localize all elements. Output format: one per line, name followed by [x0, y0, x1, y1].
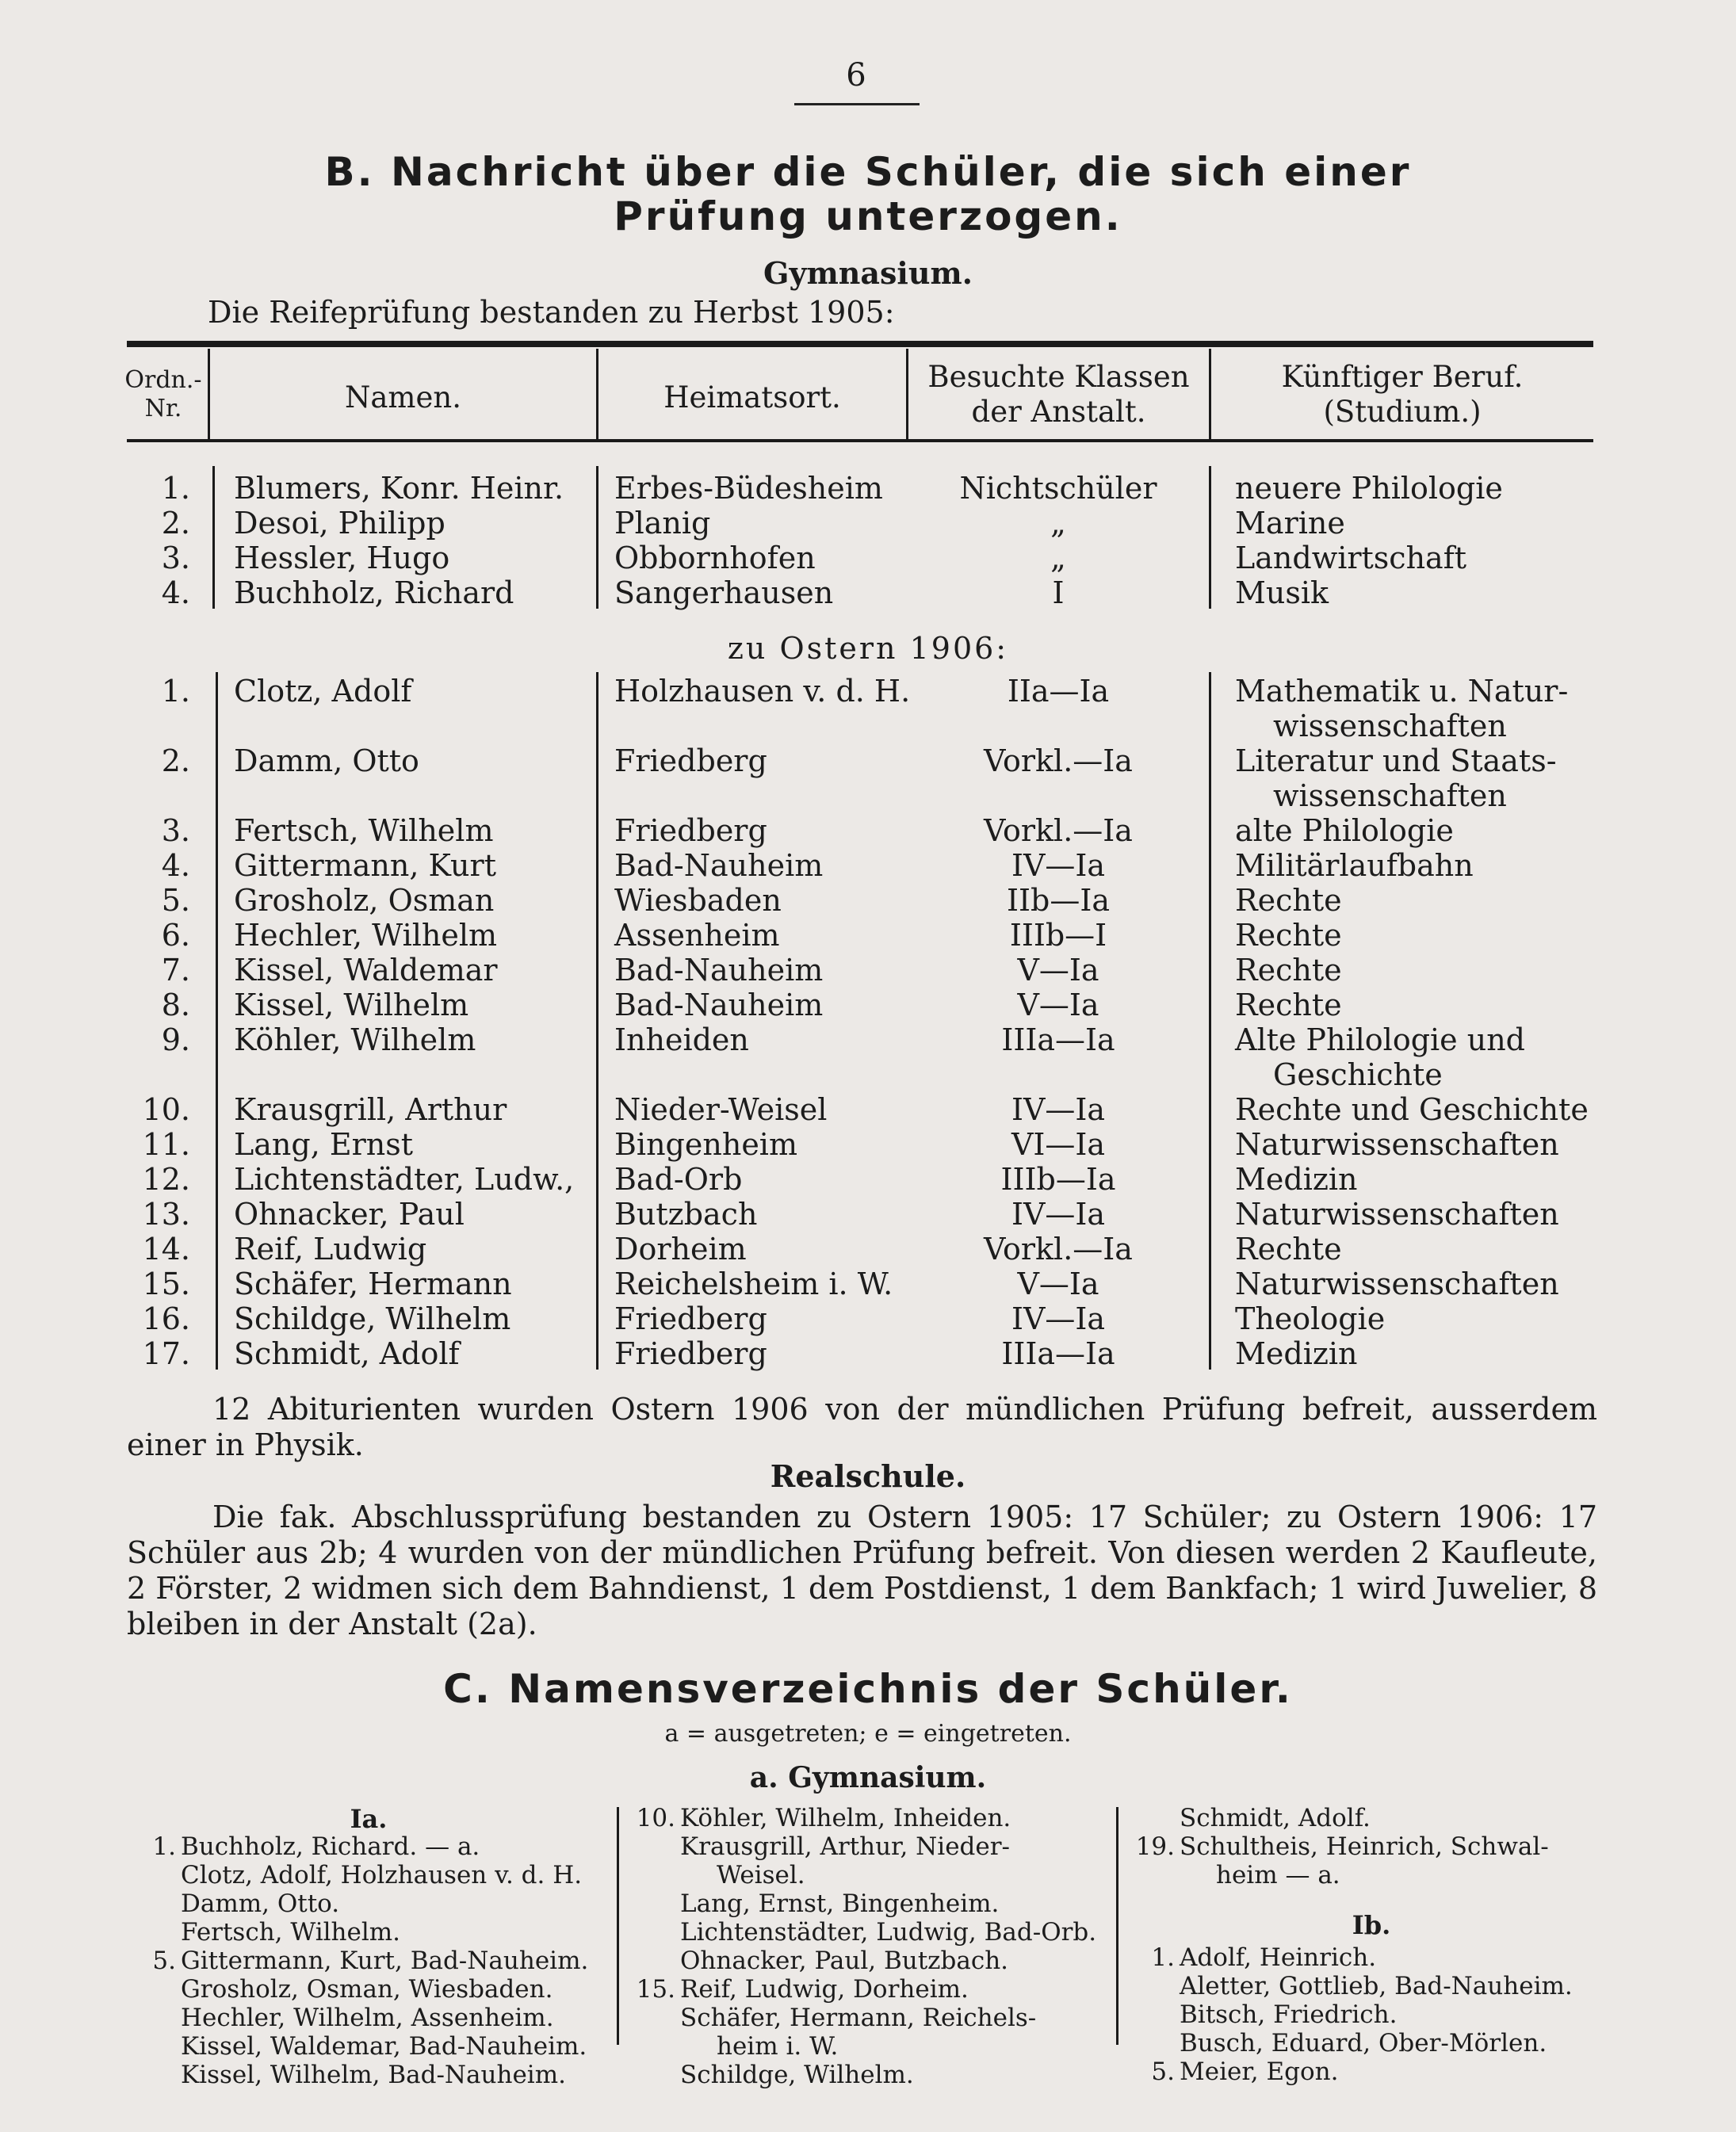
future-profession: Marine [1235, 506, 1345, 541]
classes-attended: Vorkl.—Ia [984, 1232, 1133, 1267]
hometown: Assenheim [614, 918, 780, 953]
future-profession: Naturwissenschaften [1235, 1127, 1559, 1162]
classes-attended: Vorkl.—Ia [984, 743, 1133, 778]
student-entry: Reif, Ludwig, Dorheim. [680, 1975, 969, 2004]
class-ib-heading: Ib. [1352, 1910, 1391, 1940]
student-entry: Busch, Eduard, Ober-Mörlen. [1180, 2029, 1547, 2057]
future-profession: Naturwissenschaften [1235, 1267, 1559, 1301]
col-header-beruf-line2: (Studium.) [1323, 395, 1482, 429]
student-entry: Damm, Otto. [181, 1889, 340, 1918]
col-header-ordn [119, 366, 208, 423]
student-entry: Schäfer, Hermann, Reichels- [680, 2004, 1037, 2032]
col-header-ordn-line2: Nr. [144, 395, 182, 422]
row-number: 1. [161, 674, 190, 709]
section-c-gymnasium-heading: a. Gymnasium. [749, 1761, 987, 1794]
column-divider [216, 672, 218, 1370]
page-number-rule [794, 103, 920, 105]
ostern-heading: zu Ostern 1906: [727, 631, 1009, 666]
abiturienten-note: 12 Abiturienten wurden Ostern 1906 von der mündlichen Prüfung befreit, ausserdem einer in Physik. [127, 1392, 1597, 1462]
future-profession: Rechte [1235, 918, 1342, 953]
col-header-heimatsort: Heimatsort. [663, 380, 841, 415]
col-header-klassen [908, 360, 1209, 430]
future-profession: Medizin [1235, 1336, 1358, 1371]
student-name: Köhler, Wilhelm [234, 1022, 476, 1057]
future-profession: Rechte [1235, 988, 1342, 1022]
future-profession: Naturwissenschaften [1235, 1197, 1559, 1232]
student-name: Blumers, Konr. Heinr. [234, 471, 564, 506]
column-separator [1116, 1807, 1118, 2045]
student-entry: Lichtenstädter, Ludwig, Bad-Orb. [680, 1918, 1097, 1947]
classes-attended: IV—Ia [1011, 1197, 1106, 1232]
row-number: 2. [161, 506, 190, 541]
student-entry: Krausgrill, Arthur, Nieder- [680, 1832, 1011, 1861]
hometown: Bad-Orb [614, 1162, 743, 1197]
student-entry: Weisel. [717, 1861, 805, 1889]
student-name: Reif, Ludwig [234, 1232, 427, 1267]
student-name: Schmidt, Adolf [234, 1336, 460, 1371]
hometown: Friedberg [614, 813, 767, 848]
classes-attended: IIIa—Ia [1001, 1022, 1115, 1057]
student-entry: Fertsch, Wilhelm. [181, 1918, 401, 1947]
student-name: Clotz, Adolf [234, 674, 412, 709]
future-profession: Geschichte [1273, 1057, 1443, 1092]
student-name: Krausgrill, Arthur [234, 1092, 507, 1127]
gymnasium-heading: Gymnasium. [763, 255, 973, 291]
hometown: Bad-Nauheim [614, 953, 824, 988]
hometown: Friedberg [614, 1301, 767, 1336]
student-entry: Hechler, Wilhelm, Assenheim. [181, 2004, 554, 2032]
student-name: Kissel, Waldemar [234, 953, 498, 988]
future-profession: Rechte [1235, 1232, 1342, 1267]
list-number: 5. [152, 1947, 176, 1975]
col-header-beruf [1211, 360, 1593, 430]
row-number: 4. [161, 575, 190, 610]
future-profession: Rechte und Geschichte [1235, 1092, 1589, 1127]
section-b-title-line1: B. Nachricht über die Schüler, die sich einer [324, 149, 1412, 195]
column-divider [596, 466, 598, 609]
classes-attended: IIb—Ia [1006, 883, 1110, 918]
column-divider [212, 466, 215, 609]
section-c-legend: a = ausgetreten; e = eingetreten. [664, 1720, 1072, 1748]
col-header-ordn-line1: Ordn.- [124, 366, 202, 394]
student-name: Grosholz, Osman [234, 883, 495, 918]
column-divider [596, 672, 598, 1370]
hometown: Holzhausen v. d. H. [614, 674, 911, 709]
student-entry: Ohnacker, Paul, Butzbach. [680, 1947, 1009, 1975]
row-number: 13. [142, 1197, 190, 1232]
classes-attended: IIIb—I [1009, 918, 1107, 953]
list-number: 15. [636, 1975, 675, 2004]
student-name: Kissel, Wilhelm [234, 988, 469, 1022]
future-profession: wissenschaften [1273, 778, 1507, 813]
row-number: 11. [142, 1127, 190, 1162]
row-number: 15. [142, 1267, 190, 1301]
student-entry: Adolf, Heinrich. [1180, 1943, 1377, 1972]
student-entry: Aletter, Gottlieb, Bad-Nauheim. [1180, 1972, 1573, 2000]
student-name: Schildge, Wilhelm [234, 1301, 511, 1336]
future-profession: Alte Philologie und [1235, 1022, 1526, 1057]
page-number: 6 [846, 57, 866, 94]
classes-attended: „ [1050, 541, 1066, 575]
classes-attended: Nichtschüler [959, 471, 1157, 506]
herbst-subtitle: Die Reifeprüfung bestanden zu Herbst 1905: [208, 295, 895, 330]
future-profession: wissenschaften [1273, 709, 1507, 743]
column-divider [1209, 466, 1211, 609]
row-number: 7. [161, 953, 190, 988]
col-header-namen: Namen. [344, 380, 461, 415]
row-number: 4. [161, 848, 190, 883]
table-top-rule [127, 341, 1593, 347]
row-number: 6. [161, 918, 190, 953]
hometown: Sangerhausen [614, 575, 834, 610]
row-number: 10. [142, 1092, 190, 1127]
student-name: Desoi, Philipp [234, 506, 445, 541]
hometown: Friedberg [614, 743, 767, 778]
hometown: Inheiden [614, 1022, 749, 1057]
list-number: 19. [1135, 1832, 1175, 1861]
realschule-heading: Realschule. [770, 1458, 966, 1494]
student-name: Damm, Otto [234, 743, 419, 778]
student-entry: Schildge, Wilhelm. [680, 2061, 914, 2089]
column-separator [617, 1807, 619, 2045]
future-profession: Medizin [1235, 1162, 1358, 1197]
student-name: Lang, Ernst [234, 1127, 413, 1162]
future-profession: Landwirtschaft [1235, 541, 1467, 575]
row-number: 9. [161, 1022, 190, 1057]
future-profession: Rechte [1235, 883, 1342, 918]
list-number: 1. [1151, 1943, 1175, 1972]
classes-attended: IV—Ia [1011, 1301, 1106, 1336]
col-header-klassen-line2: der Anstalt. [971, 395, 1146, 429]
row-number: 8. [161, 988, 190, 1022]
student-name: Hessler, Hugo [234, 541, 450, 575]
student-entry: Grosholz, Osman, Wiesbaden. [181, 1975, 553, 2004]
future-profession: neuere Philologie [1235, 471, 1503, 506]
hometown: Bingenheim [614, 1127, 797, 1162]
hometown: Bad-Nauheim [614, 848, 824, 883]
student-entry: Buchholz, Richard. — a. [181, 1832, 480, 1861]
classes-attended: „ [1050, 506, 1066, 541]
hometown: Nieder-Weisel [614, 1092, 828, 1127]
col-header-beruf-line1: Künftiger Beruf. [1281, 360, 1524, 394]
row-number: 2. [161, 743, 190, 778]
future-profession: Rechte [1235, 953, 1342, 988]
classes-attended: IV—Ia [1011, 848, 1106, 883]
student-entry: Köhler, Wilhelm, Inheiden. [680, 1804, 1011, 1832]
hometown: Butzbach [614, 1197, 758, 1232]
student-entry: heim — a. [1216, 1861, 1340, 1889]
student-name: Hechler, Wilhelm [234, 918, 498, 953]
hometown: Wiesbaden [614, 883, 782, 918]
hometown: Obbornhofen [614, 541, 816, 575]
student-entry: Kissel, Waldemar, Bad-Nauheim. [181, 2032, 587, 2061]
student-entry: Schmidt, Adolf. [1180, 1804, 1371, 1832]
column-divider [1209, 672, 1211, 1370]
classes-attended: IIa—Ia [1007, 674, 1110, 709]
classes-attended: IIIb—Ia [1000, 1162, 1116, 1197]
student-entry: Meier, Egon. [1180, 2057, 1339, 2086]
classes-attended: IIIa—Ia [1001, 1336, 1115, 1371]
student-name: Gittermann, Kurt [234, 848, 496, 883]
table-header-rule [127, 439, 1593, 442]
student-entry: Bitsch, Friedrich. [1180, 2000, 1398, 2029]
row-number: 1. [161, 471, 190, 506]
row-number: 3. [161, 541, 190, 575]
hometown: Planig [614, 506, 711, 541]
student-entry: heim i. W. [717, 2032, 839, 2061]
hometown: Reichelsheim i. W. [614, 1267, 893, 1301]
classes-attended: V—Ia [1017, 953, 1099, 988]
student-name: Lichtenstädter, Ludw., [234, 1162, 575, 1197]
student-entry: Lang, Ernst, Bingenheim. [680, 1889, 1000, 1918]
student-entry: Kissel, Wilhelm, Bad-Nauheim. [181, 2061, 566, 2089]
row-number: 12. [142, 1162, 190, 1197]
list-number: 1. [152, 1832, 176, 1861]
row-number: 3. [161, 813, 190, 848]
hometown: Friedberg [614, 1336, 767, 1371]
student-entry: Gittermann, Kurt, Bad-Nauheim. [181, 1947, 589, 1975]
row-number: 5. [161, 883, 190, 918]
list-number: 10. [636, 1804, 675, 1832]
future-profession: Militärlaufbahn [1235, 848, 1474, 883]
future-profession: Mathematik u. Natur- [1235, 674, 1569, 709]
hometown: Bad-Nauheim [614, 988, 824, 1022]
hometown: Erbes-Büdesheim [614, 471, 883, 506]
classes-attended: V—Ia [1017, 1267, 1099, 1301]
row-number: 16. [142, 1301, 190, 1336]
student-entry: Clotz, Adolf, Holzhausen v. d. H. [181, 1861, 583, 1889]
future-profession: Literatur und Staats- [1235, 743, 1557, 778]
classes-attended: Vorkl.—Ia [984, 813, 1133, 848]
student-name: Schäfer, Hermann [234, 1267, 512, 1301]
col-header-klassen-line1: Besuchte Klassen [927, 360, 1190, 394]
future-profession: Musik [1235, 575, 1329, 610]
section-b-title-line2: Prüfung unterzogen. [614, 193, 1122, 239]
list-number: 5. [1151, 2057, 1175, 2086]
classes-attended: V—Ia [1017, 988, 1099, 1022]
row-number: 17. [142, 1336, 190, 1371]
student-name: Ohnacker, Paul [234, 1197, 465, 1232]
future-profession: alte Philologie [1235, 813, 1454, 848]
hometown: Dorheim [614, 1232, 747, 1267]
student-name: Fertsch, Wilhelm [234, 813, 494, 848]
classes-attended: VI—Ia [1011, 1127, 1106, 1162]
classes-attended: IV—Ia [1011, 1092, 1106, 1127]
future-profession: Theologie [1235, 1301, 1386, 1336]
row-number: 14. [142, 1232, 190, 1267]
student-name: Buchholz, Richard [234, 575, 514, 610]
class-ia-heading: Ia. [350, 1804, 388, 1834]
section-c-title: C. Namensverzeichnis der Schüler. [443, 1666, 1293, 1712]
realschule-paragraph: Die fak. Abschlussprüfung bestanden zu Ostern 1905: 17 Schüler; zu Ostern 1906: 17 Schüler aus 2b; 4 wurden von der mündlichen Prüfung befreit. Von diesen werden 2 Kaufleute, 2 Förster, 2 widmen sich dem Bahndienst, 1 dem Postdienst, 1 dem Bankfach; 1 wird Juwelier, 8 bleiben in der Anstalt (2a). [127, 1500, 1597, 1641]
classes-attended: I [1052, 575, 1065, 610]
student-entry: Schultheis, Heinrich, Schwal- [1180, 1832, 1549, 1861]
